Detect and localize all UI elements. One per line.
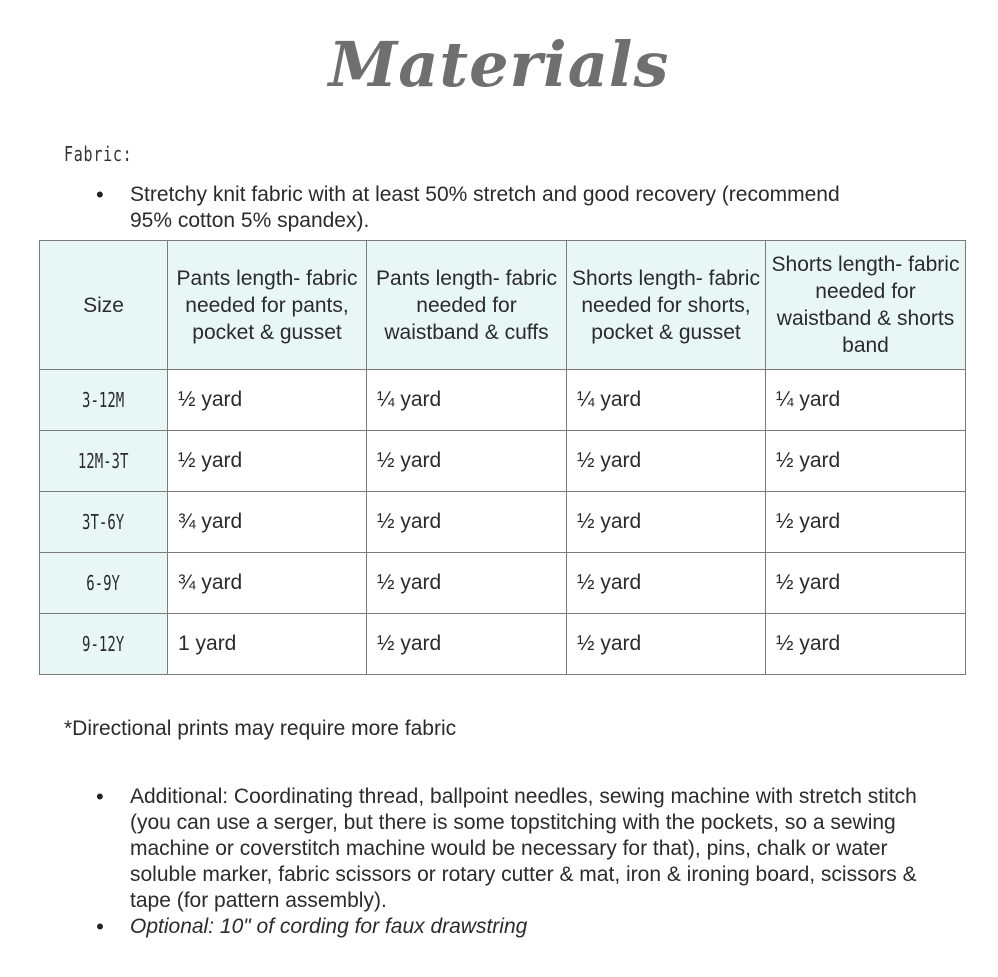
header-size: Size — [40, 241, 168, 370]
table-cell: ½ yard — [766, 492, 966, 553]
fabric-table — [39, 240, 966, 675]
table-cell: ¾ yard — [168, 492, 367, 553]
header-pants-main: Pants length- fabric needed for pants, pocket & gusset — [168, 241, 367, 370]
table-cell: ½ yard — [766, 431, 966, 492]
page-title: Materials — [328, 28, 670, 101]
table-cell: ¼ yard — [567, 370, 766, 431]
size-cell — [40, 370, 168, 431]
directional-prints-note: *Directional prints may require more fabric — [64, 717, 457, 740]
size-cell — [40, 553, 168, 614]
table-cell: ½ yard — [567, 431, 766, 492]
size-label: 3-12M — [81, 388, 125, 412]
table-cell: ¼ yard — [766, 370, 966, 431]
table-row — [40, 553, 966, 614]
table-cell: ½ yard — [367, 553, 567, 614]
table-cell: ½ yard — [367, 492, 567, 553]
table-cell: ½ yard — [766, 553, 966, 614]
table-cell: 1 yard — [168, 614, 367, 675]
fabric-bullet: • Stretchy knit fabric with at least 50% stretch and good recovery (recommend 95% cotton 5% spandex). — [96, 182, 886, 234]
table-cell: ½ yard — [567, 614, 766, 675]
fabric-heading: Fabric: — [64, 142, 133, 166]
table-header-row — [40, 241, 966, 370]
additional-bullet: • Additional: Coordinating thread, ballpoint needles, sewing machine with stretch stitch (you can use a serger, but there is some topstitching with the pockets, so a sewing machine or coverstitch machine would be necessary for that), pins, chalk or water soluble marker, fabric scissors or rotary cutter & mat, iron & ironing board, scissors & tape (for pattern assembly). — [96, 784, 926, 914]
header-pants-waistband: Pants length- fabric needed for waistband & cuffs — [367, 241, 567, 370]
table-row — [40, 492, 966, 553]
header-shorts-waistband: Shorts length- fabric needed for waistband & shorts band — [766, 241, 966, 370]
table-cell: ½ yard — [168, 431, 367, 492]
size-label: 6-9Y — [86, 571, 120, 595]
table-cell: ½ yard — [367, 431, 567, 492]
size-cell — [40, 614, 168, 675]
size-cell — [40, 492, 168, 553]
size-cell — [40, 431, 168, 492]
table-cell: ¼ yard — [367, 370, 567, 431]
size-label: 12M-3T — [77, 449, 129, 473]
size-label: 9-12Y — [81, 632, 125, 656]
supplies-list — [96, 784, 926, 940]
table-cell: ½ yard — [567, 553, 766, 614]
fabric-list — [96, 182, 886, 234]
optional-bullet: • Optional: 10" of cording for faux drawstring — [96, 914, 926, 940]
table-cell: ½ yard — [766, 614, 966, 675]
table-row — [40, 370, 966, 431]
table-cell: ¾ yard — [168, 553, 367, 614]
table-row — [40, 431, 966, 492]
table-row — [40, 614, 966, 675]
table-cell: ½ yard — [567, 492, 766, 553]
header-shorts-main: Shorts length- fabric needed for shorts, pocket & gusset — [567, 241, 766, 370]
table-cell: ½ yard — [168, 370, 367, 431]
size-label: 3T-6Y — [81, 510, 125, 534]
table-cell: ½ yard — [367, 614, 567, 675]
